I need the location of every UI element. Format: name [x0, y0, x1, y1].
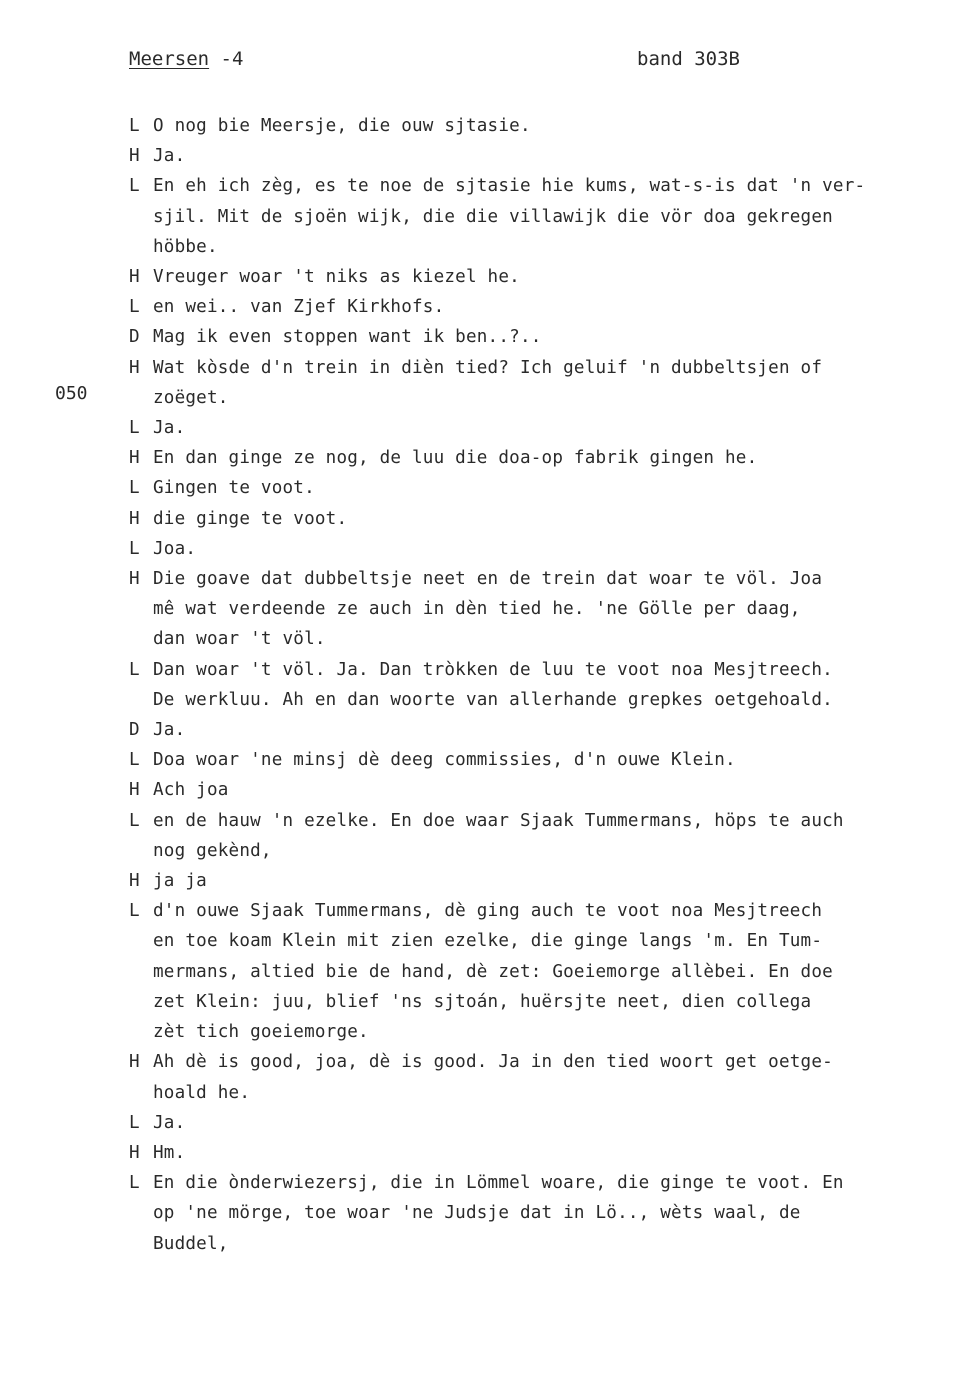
turn-line: Ja. [153, 1112, 186, 1133]
speaker-label: L [129, 1112, 140, 1133]
transcript-turn [129, 413, 959, 443]
turn-line: Joa. [153, 538, 197, 559]
turn-text [153, 715, 959, 745]
transcript-turn [129, 1138, 959, 1168]
transcript-turn [129, 171, 959, 262]
turn-line: Dan woar 't völ. Ja. Dan tròkken de luu te voot noa Mesjtreech. [153, 659, 833, 680]
turn-text [153, 1047, 959, 1107]
turn-line: Doa woar 'ne minsj dè deeg commissies, d'n ouwe Klein. [153, 750, 736, 771]
transcript-turn [129, 715, 959, 745]
turn-text [153, 866, 959, 896]
turn-line: Buddel, [153, 1233, 229, 1254]
speaker-label: H [129, 146, 140, 167]
transcript-turn [129, 353, 959, 413]
turn-text [153, 171, 959, 262]
turn-line: Ah dè is good, joa, dè is good. Ja in den tied woort get oetge- [153, 1052, 833, 1073]
turn-text [153, 806, 959, 866]
turn-line: En dan ginge ze nog, de luu die doa-op fabrik gingen he. [153, 448, 758, 469]
speaker-label: L [129, 659, 140, 680]
turn-text [153, 775, 959, 805]
turn-line: Gingen te voot. [153, 478, 315, 499]
turn-line: dan woar 't völ. [153, 629, 326, 650]
turn-line: höbbe. [153, 236, 218, 257]
transcript-turn [129, 866, 959, 896]
turn-line: En eh ich zèg, es te noe de sjtasie hie kums, wat-s-is dat 'n ver- [153, 176, 866, 197]
speaker-label: H [129, 267, 140, 288]
transcript-turn [129, 655, 959, 715]
turn-line: Mag ik even stoppen want ik ben..?.. [153, 327, 542, 348]
tape-label: band 303B [637, 48, 740, 70]
turn-line: zet Klein: juu, blief 'ns sjtoán, huërsjte neet, dien collega [153, 991, 812, 1012]
turn-line: ja ja [153, 871, 207, 892]
transcript-turn [129, 1108, 959, 1138]
turn-text [153, 473, 959, 503]
turn-line: en wei.. van Zjef Kirkhofs. [153, 297, 445, 318]
transcript-turn [129, 443, 959, 473]
transcript-turn [129, 292, 959, 322]
speaker-label: L [129, 1173, 140, 1194]
turn-line: O nog bie Meersje, die ouw sjtasie. [153, 116, 531, 136]
turn-line: die ginge te voot. [153, 508, 348, 529]
speaker-label: L [129, 478, 140, 499]
speaker-label: L [129, 750, 140, 771]
turn-line: Ja. [153, 418, 186, 439]
speaker-label: H [129, 1052, 140, 1073]
turn-line: mê wat verdeende ze auch in dèn tied he. 'ne Gölle per daag, [153, 599, 801, 620]
turn-text [153, 745, 959, 775]
page-number: -4 [220, 48, 244, 70]
turn-text [153, 292, 959, 322]
turn-text [153, 353, 959, 413]
turn-line: nog gekènd, [153, 840, 272, 861]
transcript-turn [129, 534, 959, 564]
transcript-turn [129, 111, 959, 141]
speaker-label: D [129, 327, 140, 348]
transcript-turn [129, 504, 959, 534]
transcript-turn [129, 745, 959, 775]
turn-text [153, 1138, 959, 1168]
speaker-label: L [129, 176, 140, 197]
page-header [129, 48, 769, 76]
turn-line: en de hauw 'n ezelke. En doe waar Sjaak Tummermans, höps te auch [153, 810, 844, 831]
turn-text [153, 1168, 959, 1259]
turn-text [153, 504, 959, 534]
turn-line: Ja. [153, 146, 186, 167]
transcript-turn [129, 262, 959, 292]
transcript-turn [129, 806, 959, 866]
turn-text [153, 413, 959, 443]
speaker-label: H [129, 508, 140, 529]
transcript-turn [129, 1047, 959, 1107]
turn-text [153, 534, 959, 564]
turn-line: Vreuger woar 't niks as kiezel he. [153, 267, 520, 288]
turn-line: Hm. [153, 1142, 186, 1163]
turn-line: mermans, altied bie de hand, dè zet: Goeiemorge allèbei. En doe [153, 961, 833, 982]
speaker-label: L [129, 901, 140, 922]
turn-line: Die goave dat dubbeltsje neet en de trein dat woar te völ. Joa [153, 569, 823, 590]
transcript-turn [129, 896, 959, 1047]
transcript-turn [129, 775, 959, 805]
place-name: Meersen [129, 48, 210, 70]
turn-text [153, 564, 959, 655]
turn-line: op 'ne mörge, toe woar 'ne Judsje dat in Lö.., wèts waal, de [153, 1203, 801, 1224]
turn-text [153, 655, 959, 715]
turn-text [153, 262, 959, 292]
turn-line: Ach joa [153, 780, 229, 801]
turn-line: en toe koam Klein mit zien ezelke, die ginge langs 'm. En Tum- [153, 931, 823, 952]
transcript [129, 111, 959, 1259]
turn-line: hoald he. [153, 1082, 251, 1103]
transcript-turn [129, 564, 959, 655]
turn-line: De werkluu. Ah en dan woorte van allerhande grepkes oetgehoald. [153, 689, 833, 710]
turn-line: d'n ouwe Sjaak Tummermans, dè ging auch te voot noa Mesjtreech [153, 901, 823, 922]
transcript-turn [129, 1168, 959, 1259]
turn-text [153, 896, 959, 1047]
speaker-label: H [129, 1142, 140, 1163]
transcript-turn [129, 473, 959, 503]
turn-text [153, 443, 959, 473]
speaker-label: H [129, 780, 140, 801]
turn-line: Ja. [153, 720, 186, 741]
speaker-label: H [129, 357, 140, 378]
turn-text [153, 111, 959, 141]
turn-line: Wat kòsde d'n trein in dièn tied? Ich geluif 'n dubbeltsjen of [153, 357, 823, 378]
turn-text [153, 322, 959, 352]
speaker-label: L [129, 538, 140, 559]
turn-line: zoëget. [153, 387, 229, 408]
speaker-label: H [129, 448, 140, 469]
speaker-label: H [129, 569, 140, 590]
turn-line: En die ònderwiezersj, die in Lömmel woare, die ginge te voot. En [153, 1173, 844, 1194]
turn-line: sjil. Mit de sjoën wijk, die die villawijk die vör doa gekregen [153, 206, 833, 227]
speaker-label: D [129, 720, 140, 741]
transcript-turn [129, 322, 959, 352]
speaker-label: L [129, 116, 140, 136]
speaker-label: L [129, 810, 140, 831]
header-left [129, 48, 243, 70]
speaker-label: L [129, 418, 140, 439]
speaker-label: H [129, 871, 140, 892]
turn-text [153, 141, 959, 171]
turn-line: zèt tich goeiemorge. [153, 1022, 369, 1043]
margin-counter: 050 [55, 383, 88, 404]
transcript-turn [129, 141, 959, 171]
speaker-label: L [129, 297, 140, 318]
turn-text [153, 1108, 959, 1138]
